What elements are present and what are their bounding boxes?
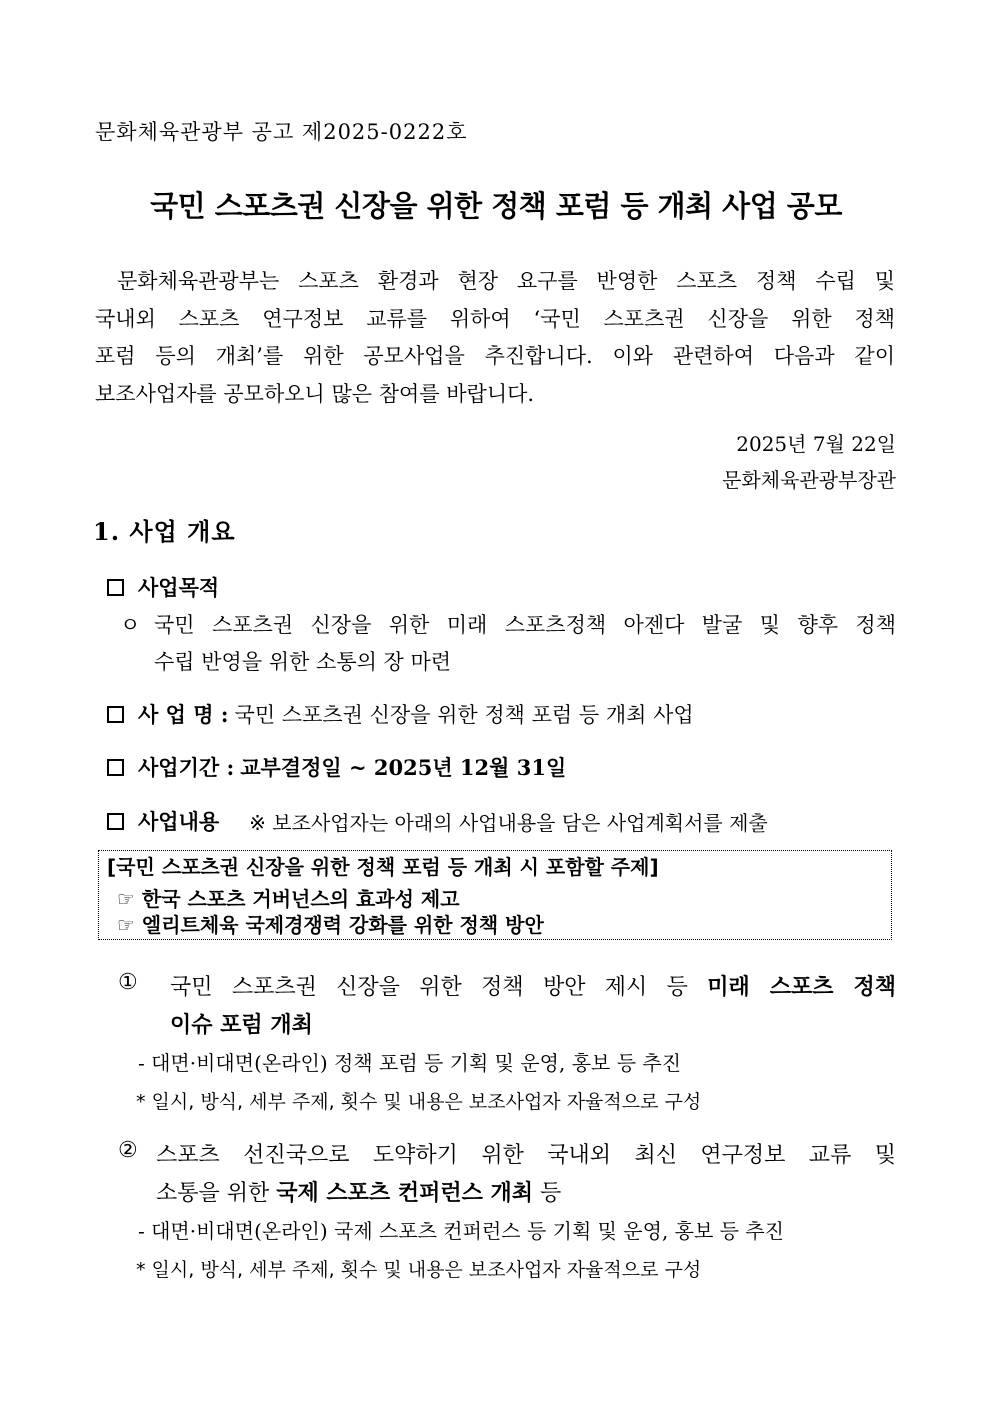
- period-row: [107, 752, 566, 782]
- item-1-sub: - 대면·비대면(온라인) 정책 포럼 등 기획 및 운영, 홍보 등 추진: [138, 1051, 682, 1075]
- circle-bullet-icon: ㅇ: [120, 613, 141, 637]
- item-1-line-1-plain: 국민 스포츠권 신장을 위한 정책 방안 제시 등: [170, 975, 688, 1000]
- checkbox-square-icon: [107, 706, 124, 723]
- intro-line: 보조사업자를 공모하오니 많은 참여를 바랍니다.: [95, 381, 535, 406]
- item-1-note: * 일시, 방식, 세부 주제, 횟수 및 내용은 보조사업자 자율적으로 구성: [136, 1091, 702, 1113]
- project-name-row: [107, 699, 694, 729]
- topic-box: [98, 850, 892, 940]
- item-2-line-2-bold: 국제 스포츠 컨퍼런스 개최: [276, 1180, 534, 1206]
- section-heading: 1. 사업 개요: [93, 517, 236, 546]
- topic-item: ☞ 한국 스포츠 거버넌스의 효과성 제고: [117, 887, 460, 911]
- period-value: 교부결정일 ~ 2025년 12월 31일: [240, 755, 567, 780]
- item-number: ①: [118, 970, 138, 995]
- item-number: ②: [118, 1138, 138, 1163]
- document-title: 국민 스포츠권 신장을 위한 정책 포럼 등 개최 사업 공모: [150, 189, 842, 223]
- content-label: 사업내용: [138, 809, 220, 834]
- item-2: [118, 1138, 896, 1214]
- checkbox-square-icon: [107, 579, 124, 596]
- item-2-line-2-plain-a: 소통을 위한: [156, 1181, 270, 1206]
- item-1-line-1: [170, 970, 896, 1001]
- intro-line: 국내외 스포츠 연구정보 교류를 위하여 ‘국민 스포츠권 신장을 위한 정책: [95, 306, 895, 331]
- intro-line: 포럼 등의 개최’를 위한 공모사업을 추진합니다. 이와 관련하여 다음과 같이: [95, 344, 895, 368]
- content-note: ※ 보조사업자는 아래의 사업내용을 담은 사업계획서를 제출: [249, 810, 768, 835]
- purpose-heading: [107, 572, 219, 602]
- period-label: 사업기간 :: [138, 755, 235, 780]
- notice-date: 2025년 7월 22일: [736, 432, 896, 456]
- intro-paragraph: [95, 263, 895, 413]
- topic-box-heading: [국민 스포츠권 신장을 위한 정책 포럼 등 개최 시 포함할 주제]: [107, 855, 659, 879]
- purpose-line-1: 국민 스포츠권 신장을 위한 미래 스포츠정책 아젠다 발굴 및 향후 정책: [154, 613, 896, 637]
- item-1: [118, 970, 896, 1046]
- content-row: [107, 806, 768, 836]
- item-1-line-2: 이슈 포럼 개최: [170, 1012, 313, 1038]
- topic-item: ☞ 엘리트체육 국제경쟁력 강화를 위한 정책 방안: [117, 913, 544, 937]
- purpose-label: 사업목적: [138, 575, 220, 600]
- issuer: 문화체육관광부장관: [722, 468, 896, 492]
- checkbox-square-icon: [107, 759, 124, 776]
- checkbox-square-icon: [107, 813, 124, 830]
- purpose-line-2: 수립 반영을 위한 소통의 장 마련: [154, 650, 452, 674]
- item-2-sub: - 대면·비대면(온라인) 국제 스포츠 컨퍼런스 등 기획 및 운영, 홍보 등 추진: [138, 1219, 784, 1243]
- notice-number: 문화체육관광부 공고 제2025-0222호: [95, 120, 468, 144]
- item-2-line-2-plain-b: 등: [540, 1181, 562, 1206]
- item-2-note: * 일시, 방식, 세부 주제, 횟수 및 내용은 보조사업자 자율적으로 구성: [136, 1259, 702, 1281]
- item-1-line-1-bold: 미래 스포츠 정책: [707, 974, 896, 1000]
- project-name-value: 국민 스포츠권 신장을 위한 정책 포럼 등 개최 사업: [234, 703, 694, 727]
- item-2-line-1: 스포츠 선진국으로 도약하기 위한 국내외 최신 연구정보 교류 및: [156, 1143, 896, 1168]
- item-2-line-2: [156, 1176, 561, 1207]
- intro-line: 문화체육관광부는 스포츠 환경과 현장 요구를 반영한 스포츠 정책 수립 및: [117, 269, 895, 293]
- project-name-label: 사 업 명 :: [138, 702, 229, 727]
